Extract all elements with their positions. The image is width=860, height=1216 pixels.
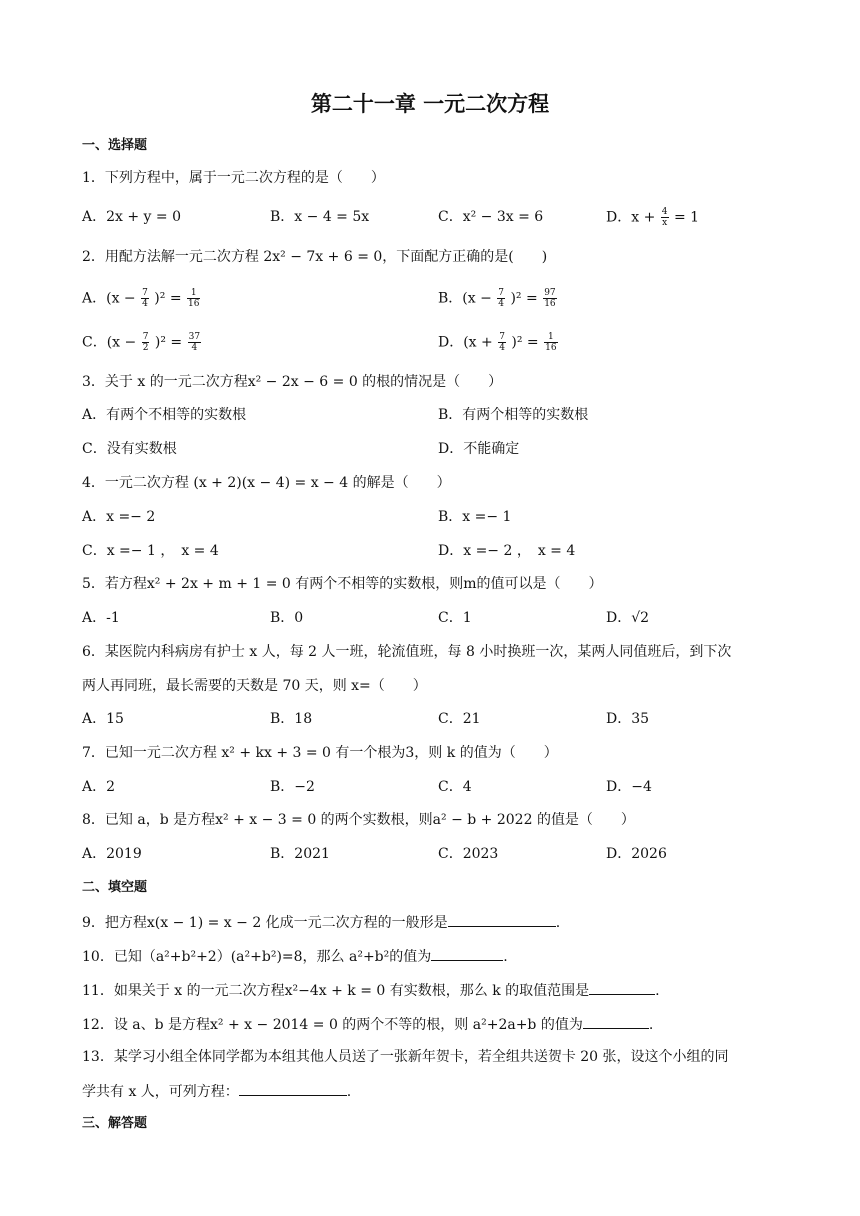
answer-blank[interactable]	[583, 1014, 649, 1029]
q1-option-a: A．2x + y = 0	[82, 209, 181, 225]
answer-blank[interactable]	[239, 1081, 347, 1096]
question-11: 11．如果关于 x 的一元二次方程x²−4x + k = 0 有实数根，那么 k 的取值范围是 .	[82, 980, 660, 1001]
q3-option-d: D．不能确定	[438, 441, 520, 457]
section-heading-solve: 三、解答题	[82, 1116, 148, 1131]
q4-option-b: B．x =− 1	[438, 509, 512, 525]
q7-option-a: A．2	[82, 779, 116, 795]
q1-option-b: B．x − 4 = 5x	[270, 209, 370, 225]
question-13-line2: 学共有 x 人，可列方程： .	[82, 1081, 351, 1102]
page-title: 第二十一章 一元二次方程	[310, 92, 550, 116]
question-6-stem-line2: 两人再同班，最长需要的天数是 70 天，则 x=（ ）	[82, 678, 427, 694]
q1-option-c: C．x² − 3x = 6	[438, 209, 544, 225]
q8-option-a: A．2019	[82, 846, 142, 862]
q6-option-c: C．21	[438, 711, 481, 727]
question-7-stem: 7．已知一元二次方程 x² + kx + 3 = 0 有一个根为3，则 k 的值为（ ）	[82, 745, 558, 761]
q8-option-d: D．2026	[606, 846, 667, 862]
question-6-stem-line1: 6．某医院内科病房有护士 x 人，每 2 人一班，轮流值班，每 8 小时换班一次，某两人同值班后，到下次	[82, 644, 732, 660]
question-8-stem: 8．已知 a，b 是方程x² + x − 3 = 0 的两个实数根，则a² − b + 2022 的值是（ ）	[82, 812, 635, 828]
q6-option-b: B．18	[270, 711, 313, 727]
question-12: 12．设 a、b 是方程x² + x − 2014 = 0 的两个不等的根，则 a²+2a+b 的值为 .	[82, 1014, 653, 1035]
q5-option-b: B．0	[270, 610, 304, 626]
q5-option-a: A．-1	[82, 610, 120, 626]
section-heading-choice: 一、选择题	[82, 138, 148, 153]
question-10: 10．已知（a²+b²+2）(a²+b²)=8，那么 a²+b²的值为 .	[82, 946, 508, 967]
q3-option-a: A．有两个不相等的实数根	[82, 407, 247, 423]
q5-option-d: D．√2	[606, 610, 650, 626]
q2-option-c: C．(x − $\frac{7}{2}$ )² = $\frac{37}{4}$	[82, 332, 201, 353]
q2-option-a: A．(x − $\frac{7}{4}$ )² = $\frac{1}{16}$	[82, 288, 200, 309]
question-2-stem: 2．用配方法解一元二次方程 2x² − 7x + 6 = 0，下面配方正确的是( )	[82, 249, 548, 265]
q1-option-d: D．x + $\frac{4}{x}$ = 1	[606, 207, 700, 228]
q8-option-b: B．2021	[270, 846, 330, 862]
q4-option-d: D．x =− 2 ， x = 4	[438, 543, 576, 559]
answer-blank[interactable]	[431, 946, 503, 961]
question-4-stem: 4．一元二次方程 (x + 2)(x − 4) = x − 4 的解是（ ）	[82, 475, 451, 491]
question-1-stem: 1．下列方程中，属于一元二次方程的是（ ）	[82, 170, 385, 186]
q6-option-a: A．15	[82, 711, 124, 727]
answer-blank[interactable]	[448, 912, 556, 927]
fraction: $\frac{4}{x}$	[661, 207, 668, 228]
q7-option-d: D．−4	[606, 779, 652, 795]
answer-blank[interactable]	[589, 980, 655, 995]
q7-option-b: B．−2	[270, 779, 315, 795]
q2-option-b: B．(x − $\frac{7}{4}$ )² = $\frac{97}{16}$	[438, 288, 556, 309]
q5-option-c: C．1	[438, 610, 472, 626]
question-3-stem: 3．关于 x 的一元二次方程x² − 2x − 6 = 0 的根的情况是（ ）	[82, 374, 503, 390]
q8-option-c: C．2023	[438, 846, 499, 862]
q4-option-c: C．x =− 1 ， x = 4	[82, 543, 219, 559]
q6-option-d: D．35	[606, 711, 650, 727]
q4-option-a: A．x =− 2	[82, 509, 156, 525]
question-13-line1: 13．某学习小组全体同学都为本组其他人员送了一张新年贺卡，若全组共送贺卡 20 张，设这个小组的同	[82, 1049, 729, 1065]
question-5-stem: 5．若方程x² + 2x + m + 1 = 0 有两个不相等的实数根，则m的值可以是（ ）	[82, 576, 603, 592]
q3-option-c: C．没有实数根	[82, 441, 177, 457]
section-heading-fill-in: 二、填空题	[82, 880, 148, 895]
question-9: 9．把方程x(x − 1) = x − 2 化成一元二次方程的一般形是 .	[82, 912, 560, 933]
q2-option-d: D．(x + $\frac{7}{4}$ )² = $\frac{1}{16}$	[438, 332, 557, 353]
q7-option-c: C．4	[438, 779, 472, 795]
q3-option-b: B．有两个相等的实数根	[438, 407, 589, 423]
